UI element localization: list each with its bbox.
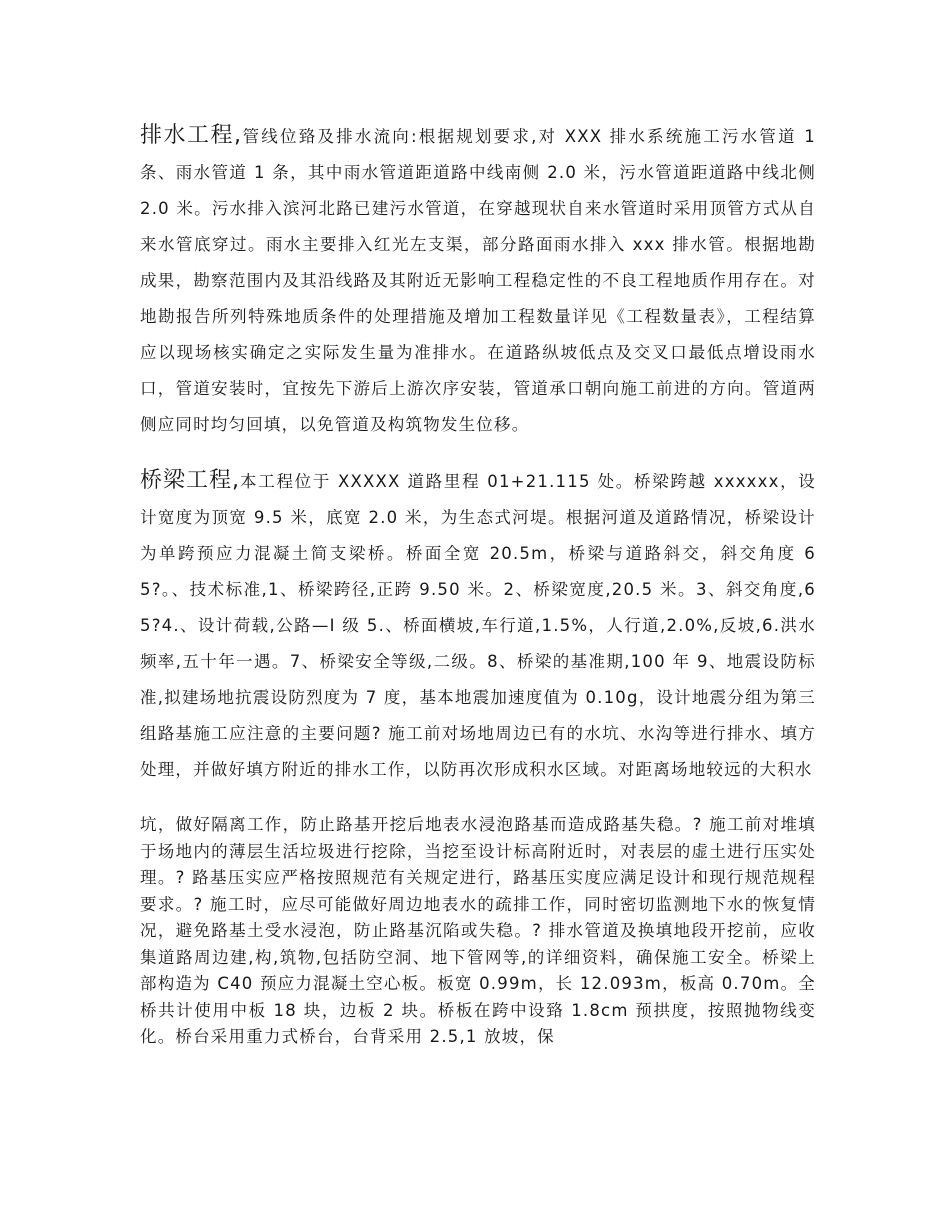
drainage-paragraph	[140, 118, 816, 443]
bridge-heading: 桥梁工程,	[140, 468, 240, 493]
bridge-paragraph	[140, 463, 816, 788]
drainage-text: 管线位臵及排水流向:根据规划要求,对 XXX 排水系统施工污水管道 1 条、雨水管道 1 条，其中雨水管道距道路中线南侧 2.0 米，污水管道距道路中线北侧 2.0 米。污水排入滨河北路已建污水管道，在穿越现状自来水管道时采用顶管方式从自来水管底穿过。雨水主要排入红光左支渠，部分路面雨水排入 xxx 排水管。根据地勘成果，勘察范围内及其沿线路及其附近无影响工程稳定性的不良工程地质作用存在。对地勘报告所列特殊地质条件的处理措施及增加工程数量详见《工程数量表》，工程结算应以现场核实确定之实际发生量为准排水。在道路纵坡低点及交叉口最低点增设雨水口，管道安装时，宜按先下游后上游次序安装，管道承口朝向施工前进的方向。管道两侧应同时均匀回填，以免管道及构筑物发生位移。	[140, 127, 816, 434]
bridge-text: 本工程位于 XXXXX 道路里程 01+21.115 处。桥梁跨越 xxxxxx，设计宽度为顶宽 9.5 米，底宽 2.0 米，为生态式河堤。根据河道及道路情况，桥梁设计为单跨预应力混凝土简支梁桥。桥面全宽 20.5m，桥梁与道路斜交，斜交角度 65?。、技术标准,1、桥梁跨径,正跨 9.50 米。2、桥梁宽度,20.5 米。3、斜交角度,65?4.、设计荷载,公路—I 级 5.、桥面横坡,车行道,1.5%，人行道,2.0%,反坡,6.洪水频率,五十年一遇。7、桥梁安全等级,二级。8、桥梁的基准期,100 年 9、地震设防标准,拟建场地抗震设防烈度为 7 度，基本地震加速度值为 0.10g，设计地震分组为第三组路基施工应注意的主要问题? 施工前对场地周边已有的水坑、水沟等进行排水、填方处理，并做好填方附近的排水工作，以防再次形成积水区域。对距离场地较远的大积水	[140, 472, 816, 779]
document-page	[140, 118, 816, 1051]
continued-paragraph: 坑，做好隔离工作，防止路基开挖后地表水浸泡路基而造成路基失稳。? 施工前对堆填于场地内的薄层生活垃圾进行挖除，当挖至设计标高附近时，对表层的虚土进行压实处理。? 路基压实应严格按照规范有关规定进行，路基压实度应满足设计和现行规范规程要求。? 施工时，应尽可能做好周边地表水的疏排工作，同时密切监测地下水的恢复情况，避免路基土受水浸泡，防止路基沉陷或失稳。? 排水管道及换填地段开挖前，应收集道路周边建,构,筑物,包括防空洞、地下管网等,的详细资料，确保施工安全。桥梁上部构造为 C40 预应力混凝土空心板。板宽 0.99m，长 12.093m，板高 0.70m。全桥共计使用中板 18 块，边板 2 块。桥板在跨中设臵 1.8cm 预拱度，按照抛物线变化。桥台采用重力式桥台，台背采用 2.5,1 放坡，保	[140, 815, 816, 1046]
drainage-heading: 排水工程,	[140, 123, 242, 148]
